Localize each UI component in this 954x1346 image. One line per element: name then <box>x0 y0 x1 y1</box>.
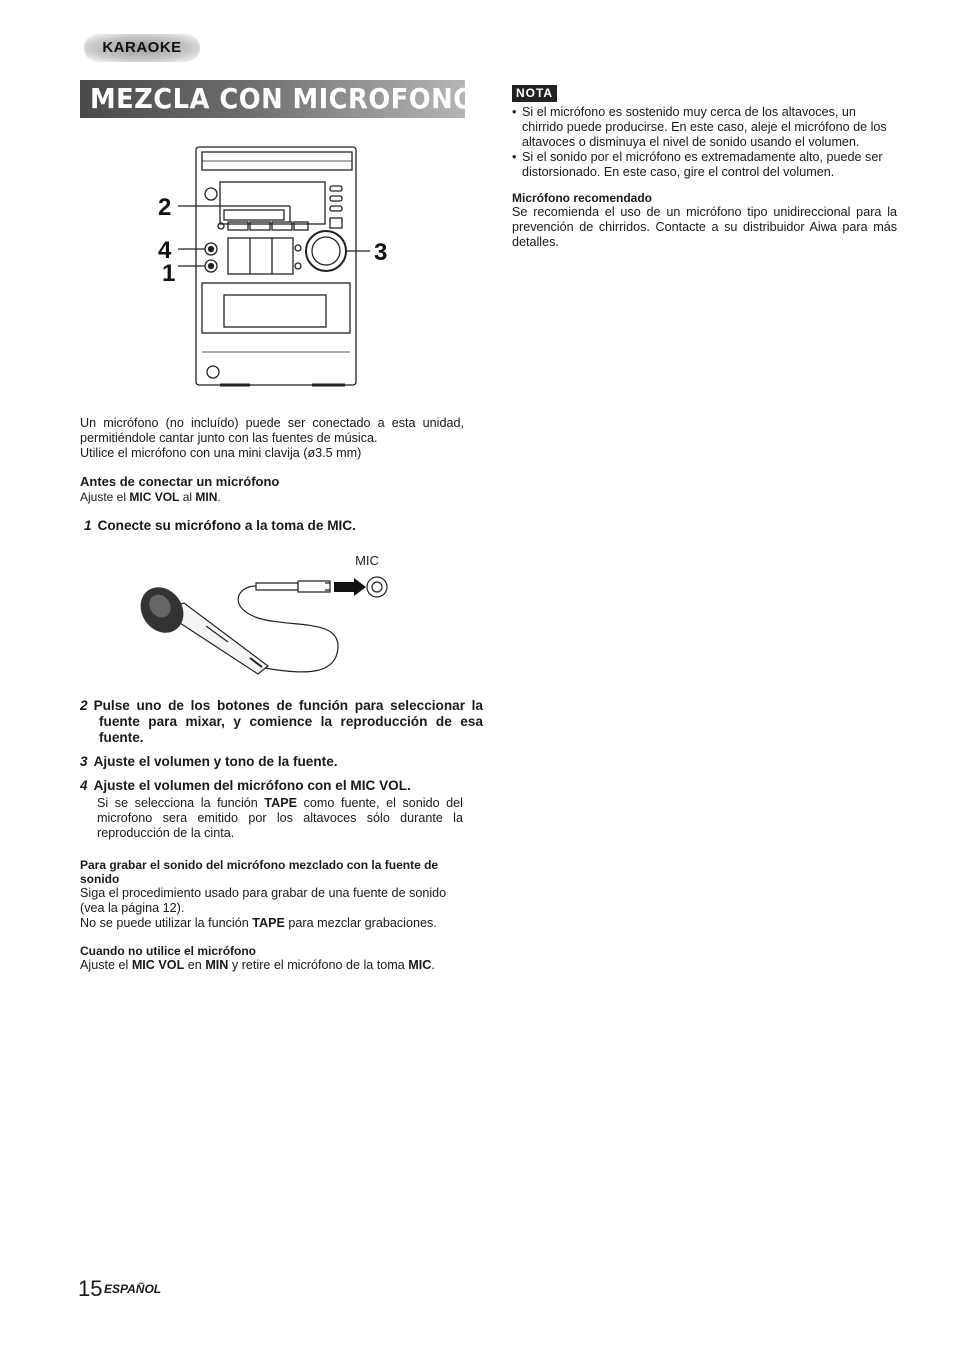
step-3: 3 Ajuste el volumen y tono de la fuente. <box>80 754 338 769</box>
unused-heading: Cuando no utilice el micrófono <box>80 944 257 958</box>
section-tag <box>84 34 200 62</box>
microphone-icon <box>140 579 268 674</box>
callout-2: 2 <box>158 194 172 221</box>
page-title-bar <box>80 80 476 118</box>
record-heading: Para grabar el sonido del micrófono mezclado con la fuente de sonido <box>80 858 439 886</box>
unused-section <box>80 944 464 973</box>
arrow-icon <box>334 578 366 596</box>
step-4-note: Si se selecciona la función TAPE como fuente, el sonido del microfono sera emitido por los altavoces sólo durante la reproducción de la cinta. <box>97 796 463 840</box>
unused-text: Ajuste el MIC VOL en MIN y retire el micrófono de la toma MIC. <box>80 958 435 972</box>
intro-text <box>80 416 464 461</box>
before-text: Ajuste el MIC VOL al MIN. <box>80 490 221 504</box>
nota-bullet-2: • Si el sonido por el micrófono es extremadamente alto, puede ser distorsionado. En este caso, gire el control del volumen. <box>512 150 897 180</box>
intro-line-2: Utilice el micrófono con una mini clavija (ø3.5 mm) <box>80 446 362 460</box>
before-section <box>80 474 464 505</box>
callout-3: 3 <box>374 239 388 266</box>
nota-badge: NOTA <box>512 85 557 102</box>
nota-bullet-1: • Si el micrófono es sostenido muy cerca de los altavoces, un chirrido puede producirse. En este caso, aleje el micrófono de los altavoces o disminuya el nivel de sonido usando el volumen. <box>512 105 897 150</box>
section-tag-label: KARAOKE <box>102 39 182 56</box>
microphone-illustration <box>140 548 400 683</box>
recommended-heading: Micrófono recomendado <box>512 191 653 205</box>
callout-1: 1 <box>162 260 176 287</box>
callout-4: 4 <box>158 237 172 264</box>
recommended-text: Se recomienda el uso de un micrófono tipo unidireccional para la prevención de chirridos. Contacte a su distribuidor Aiwa para más detalles. <box>512 205 897 249</box>
recommended-section <box>512 191 897 250</box>
stereo-unit-illustration <box>150 140 400 390</box>
page-title: MEZCLA CON MICROFONO <box>90 82 476 115</box>
step-2: 2 Pulse uno de los botones de función para seleccionar la fuente para mixar, y comience la reproducción de esa fuente. <box>80 698 483 745</box>
step-4: 4 Ajuste el volumen del micrófono con el MIC VOL. <box>80 778 411 793</box>
page-number: 15 <box>78 1276 103 1301</box>
step-1: 1 Conecte su micrófono a la toma de MIC. <box>84 518 356 533</box>
mic-jack-label: MIC <box>355 553 379 568</box>
nota-bullets <box>512 105 897 180</box>
record-line-1: Siga el procedimiento usado para grabar de una fuente de sonido (vea la página 12). <box>80 886 447 915</box>
record-section <box>80 858 464 931</box>
before-heading: Antes de conectar un micrófono <box>80 474 280 489</box>
record-line-2: No se puede utilizar la función TAPE para mezclar grabaciones. <box>80 916 437 930</box>
intro-line-1: Un micrófono (no incluído) puede ser conectado a esta unidad, permitiéndole cantar junto con las fuentes de música. <box>80 416 464 445</box>
page-language: ESPAÑOL <box>104 1282 162 1296</box>
